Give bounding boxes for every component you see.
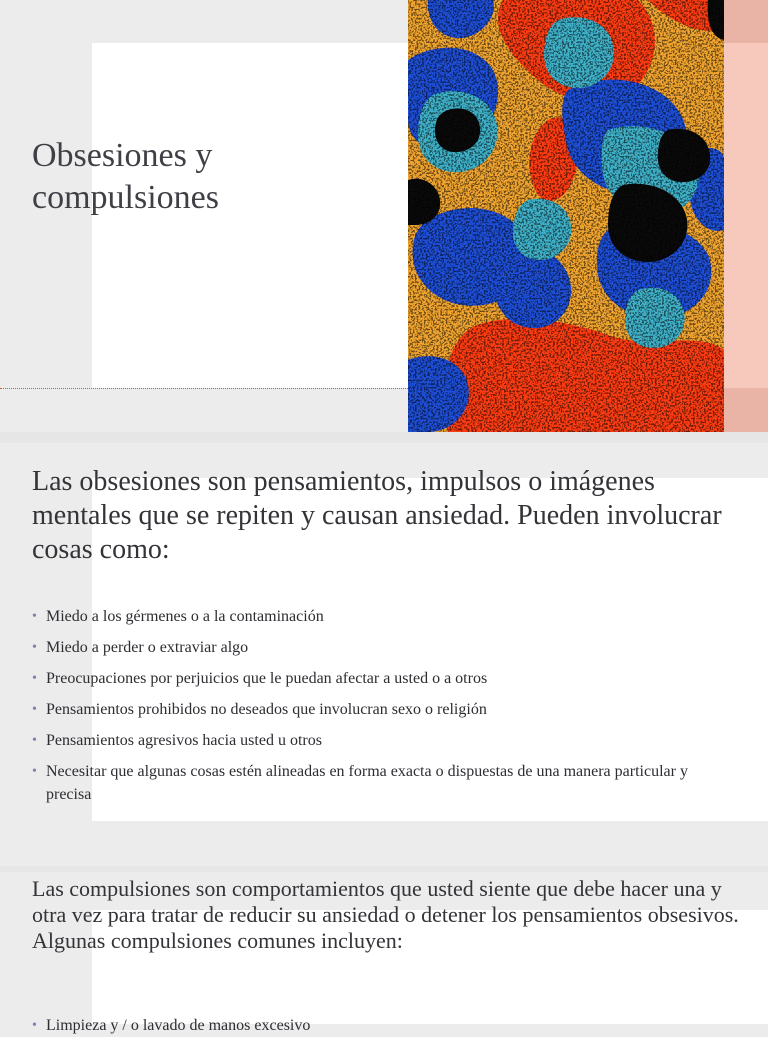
accent-strip bbox=[724, 0, 768, 432]
list-item: • Necesitar que algunas cosas estén alineadas en forma exacta o dispuestas de una manera particular y precisa bbox=[32, 760, 732, 806]
compulsions-list bbox=[32, 1014, 732, 1037]
list-item: • Preocupaciones por perjuicios que le puedan afectar a usted o a otros bbox=[32, 667, 732, 690]
compulsions-slide bbox=[0, 872, 768, 1034]
list-item: • Pensamientos agresivos hacia usted u otros bbox=[32, 729, 732, 752]
obsessions-list bbox=[32, 605, 732, 814]
slide-title bbox=[32, 135, 392, 219]
bullet-icon: • bbox=[32, 609, 37, 624]
list-item: • Limpieza y / o lavado de manos excesivo bbox=[32, 1014, 732, 1037]
title-slide bbox=[0, 0, 768, 432]
bullet-icon: • bbox=[32, 702, 37, 717]
slide-title-line-1: Obsesiones y bbox=[32, 137, 213, 174]
list-item: • Miedo a los gérmenes o a la contaminación bbox=[32, 605, 732, 628]
obsessions-slide bbox=[0, 443, 768, 866]
obsessions-intro: Las obsesiones son pensamientos, impulsos o imágenes mentales que se repiten y causan ansiedad. Pueden involucrar cosas como: bbox=[32, 466, 722, 565]
bullet-icon: • bbox=[32, 671, 37, 686]
slide-title-line-2: compulsiones bbox=[32, 179, 219, 216]
abstract-pattern-image bbox=[408, 0, 724, 432]
list-item: • Miedo a perder o extraviar algo bbox=[32, 636, 732, 659]
bullet-icon: • bbox=[32, 640, 37, 655]
bullet-icon: • bbox=[32, 733, 37, 748]
compulsions-intro: Las compulsiones son comportamientos que usted siente que debe hacer una y otra vez para tratar de reducir su ansiedad o detener los pensamientos obsesivos. Algunas compulsiones comunes incluyen: bbox=[32, 876, 739, 953]
slide-gap bbox=[0, 432, 768, 443]
abstract-artwork bbox=[408, 0, 724, 432]
dotted-divider bbox=[0, 388, 408, 389]
list-item: • Pensamientos prohibidos no deseados que involucran sexo o religión bbox=[32, 698, 732, 721]
bullet-icon: • bbox=[32, 764, 37, 779]
bullet-icon: • bbox=[32, 1018, 37, 1033]
